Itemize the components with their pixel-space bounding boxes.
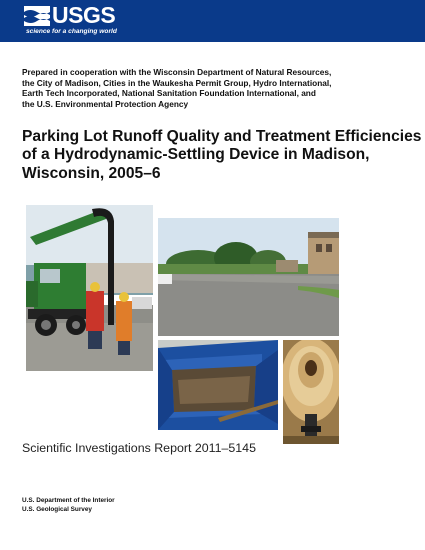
cooperation-line: the U.S. Environmental Protection Agency (22, 98, 189, 109)
title-line: Parking Lot Runoff Quality and Treatment Efficiencies (22, 128, 422, 145)
parking-lot-photo (158, 218, 339, 336)
agency-block (22, 496, 115, 514)
usgs-logo-text: USGS (52, 2, 116, 28)
agency-line: U.S. Geological Survey (22, 506, 92, 513)
pipe-interior-photo (283, 340, 339, 444)
usgs-banner (0, 0, 425, 42)
cooperation-line: the City of Madison, Cities in the Waukesha Permit Group, Hydro International, (22, 77, 332, 88)
agency-line: U.S. Department of the Interior (22, 497, 115, 504)
title-line: Wisconsin, 2005–6 (22, 164, 161, 182)
series-designation: Scientific Investigations Report 2011–5145 (22, 441, 256, 455)
cooperation-statement (22, 67, 382, 109)
usgs-wave-icon (24, 6, 50, 26)
usgs-tagline: science for a changing world (26, 28, 117, 35)
settling-tank-photo (158, 340, 278, 430)
report-title (22, 128, 422, 183)
title-line: of a Hydrodynamic-Settling Device in Madison, (22, 146, 370, 164)
vacuum-truck-photo (26, 205, 153, 371)
cooperation-line: Prepared in cooperation with the Wisconsin Department of Natural Resources, (22, 67, 332, 77)
cooperation-line: Earth Tech Incorporated, National Sanitation Foundation International, and (22, 88, 316, 99)
